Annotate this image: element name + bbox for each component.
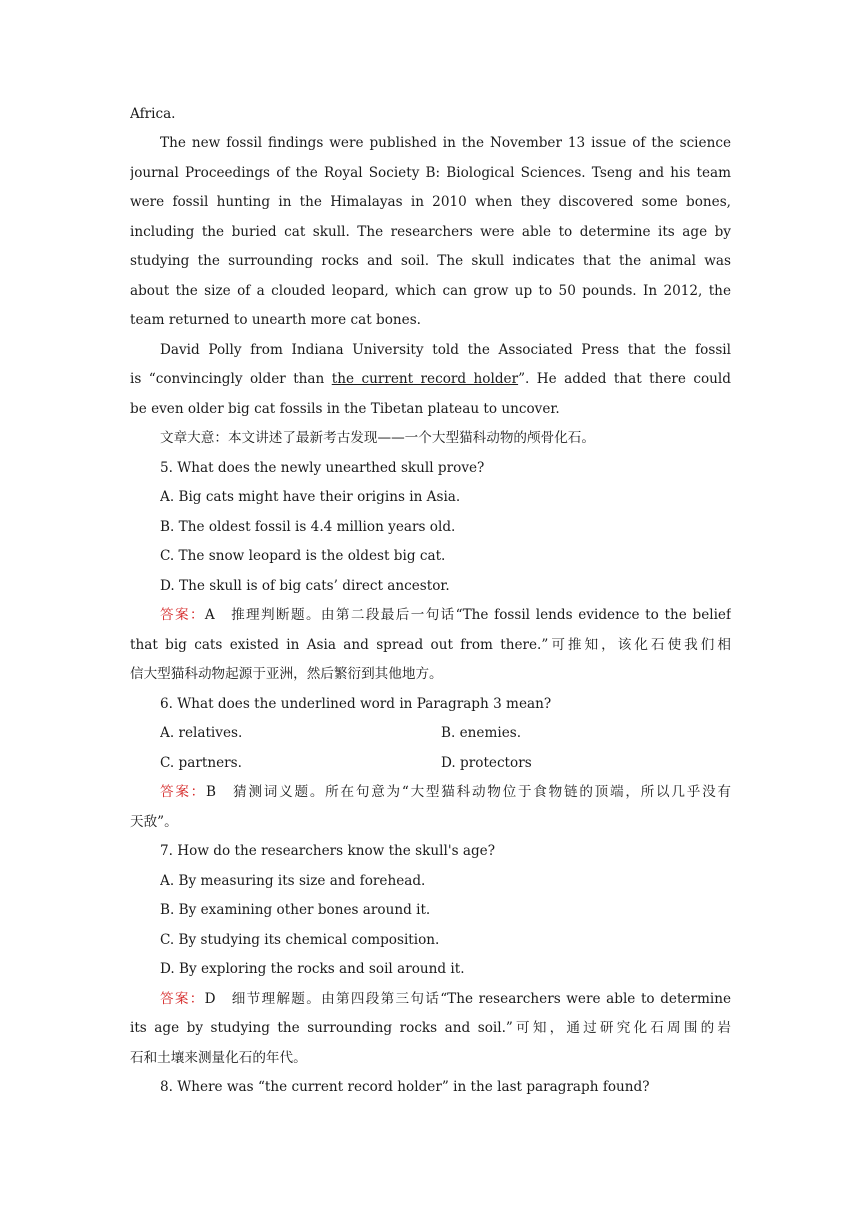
question-7-option-a: A. By measuring its size and forehead. <box>160 873 426 889</box>
passage-line: The new fossil findings were published in the November 13 issue of the science <box>160 135 731 151</box>
answer-line: its age by studying the surrounding rocks and soil.”可知，通过研究化石周围的岩 <box>130 1020 731 1036</box>
question-6-option-a: A. relatives. <box>160 725 243 741</box>
question-5-option-a: A. Big cats might have their origins in Asia. <box>160 489 461 505</box>
question-7-option-b: B. By examining other bones around it. <box>160 902 431 918</box>
passage-line: be even older big cat fossils in the Tibetan plateau to uncover. <box>130 401 560 417</box>
passage-line-with-underline <box>130 368 731 390</box>
passage-text: is “convincingly older than <box>130 371 332 387</box>
question-7-answer <box>160 988 731 1010</box>
passage-line: about the size of a clouded leopard, which can grow up to 50 pounds. In 2012, the <box>130 283 731 299</box>
question-7-stem: 7. How do the researchers know the skull's age? <box>160 843 496 859</box>
article-summary: 文章大意：本文讲述了最新考古发现——一个大型猫科动物的颅骨化石。 <box>160 430 595 446</box>
answer-text: B 猜测词义题。所在句意为“大型猫科动物位于食物链的顶端，所以几乎没有 <box>206 784 731 800</box>
question-5-option-c: C. The snow leopard is the oldest big cat. <box>160 548 446 564</box>
question-5-answer <box>160 604 731 626</box>
passage-text: ”. He added that there could <box>518 371 731 387</box>
answer-line: 石和土壤来测量化石的年代。 <box>130 1050 307 1066</box>
answer-line: 信大型猫科动物起源于亚洲，然后繁衍到其他地方。 <box>130 666 443 682</box>
question-7-option-d: D. By exploring the rocks and soil around it. <box>160 961 465 977</box>
underlined-phrase: the current record holder <box>331 371 519 387</box>
answer-line: 天敌”。 <box>130 814 178 830</box>
passage-line: were fossil hunting in the Himalayas in 2010 when they discovered some bones, <box>130 194 731 210</box>
question-6-answer <box>160 781 731 803</box>
answer-line: that big cats existed in Asia and spread out from there.”可推知，该化石使我们相 <box>130 637 731 653</box>
question-6-stem: 6. What does the underlined word in Paragraph 3 mean? <box>160 696 552 712</box>
question-5-option-b: B. The oldest fossil is 4.4 million years old. <box>160 519 456 535</box>
question-8-stem: 8. Where was “the current record holder” in the last paragraph found? <box>160 1079 650 1095</box>
question-5-stem: 5. What does the newly unearthed skull prove? <box>160 460 485 476</box>
passage-line: studying the surrounding rocks and soil. The skull indicates that the animal was <box>130 253 731 269</box>
answer-label: 答案： <box>160 784 207 800</box>
passage-line: Africa. <box>130 106 176 122</box>
answer-label: 答案： <box>160 991 205 1007</box>
answer-label: 答案： <box>160 607 205 623</box>
question-5-option-d: D. The skull is of big cats’ direct ancestor. <box>160 578 450 594</box>
answer-text: D 细节理解题。由第四段第三句话“The researchers were able to determine <box>204 991 731 1007</box>
passage-line: David Polly from Indiana University told the Associated Press that the fossil <box>160 342 731 358</box>
question-6-option-d: D. protectors <box>441 755 532 771</box>
question-7-option-c: C. By studying its chemical composition. <box>160 932 440 948</box>
passage-line: team returned to unearth more cat bones. <box>130 312 421 328</box>
passage-line: journal Proceedings of the Royal Society B: Biological Sciences. Tseng and his team <box>130 165 731 181</box>
passage-line: including the buried cat skull. The researchers were able to determine its age by <box>130 224 731 240</box>
answer-text: A 推理判断题。由第二段最后一句话“The fossil lends evidence to the belief <box>204 607 731 623</box>
question-6-option-b: B. enemies. <box>441 725 522 741</box>
question-6-option-c: C. partners. <box>160 755 242 771</box>
